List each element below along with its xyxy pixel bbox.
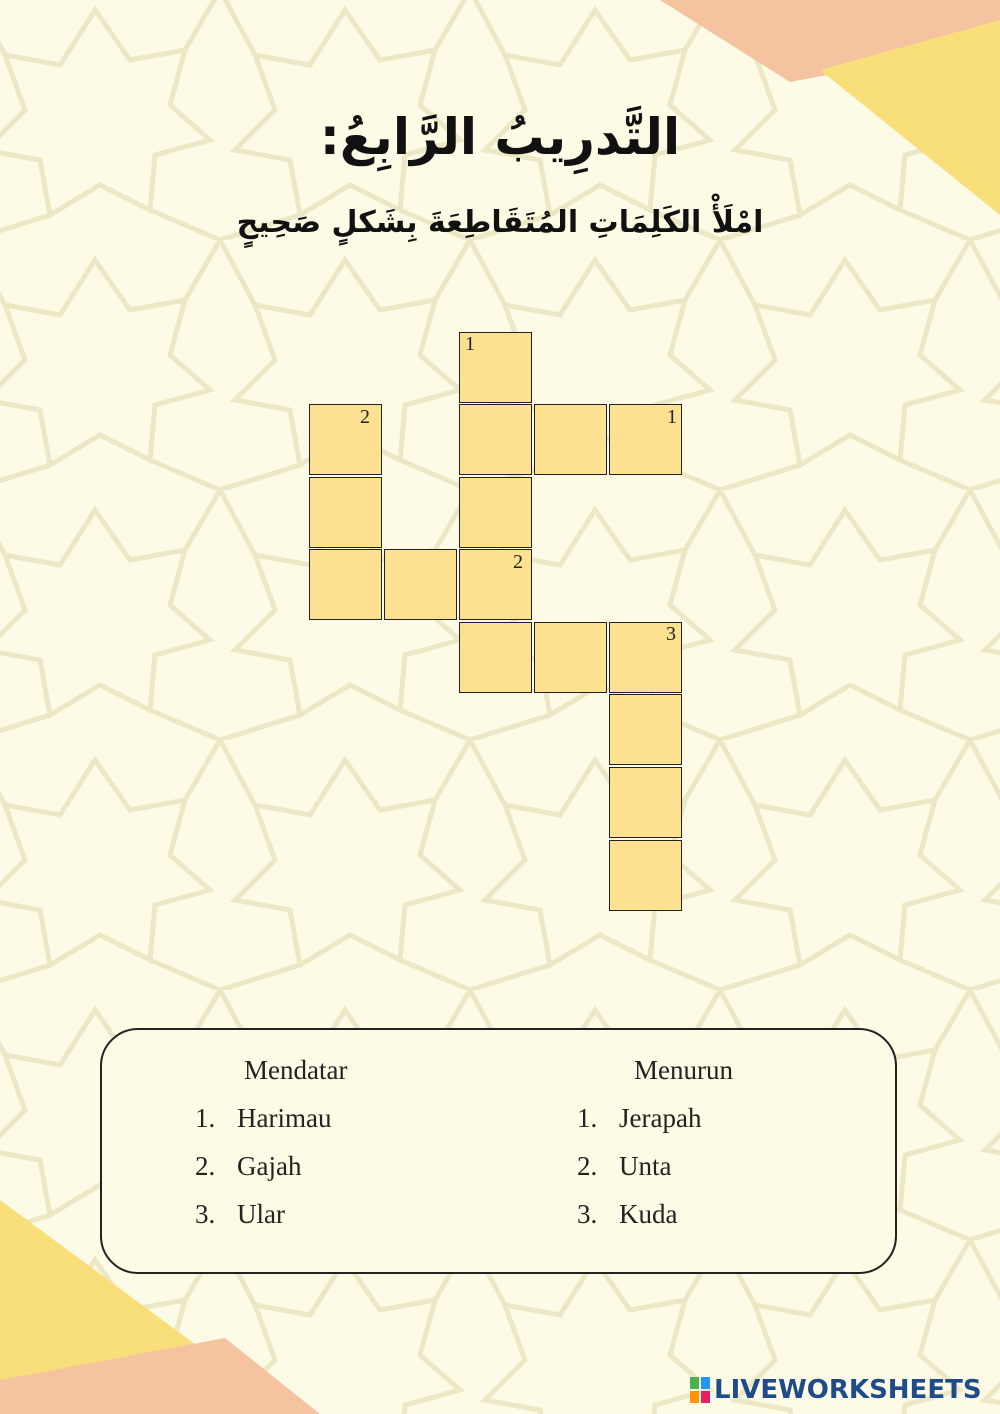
crossword-cell[interactable]	[459, 404, 532, 475]
clue-text: Harimau	[237, 1103, 332, 1133]
cell-input[interactable]	[535, 405, 606, 474]
clue-text: Jerapah	[619, 1103, 702, 1133]
cell-input[interactable]	[610, 841, 681, 910]
crossword-cell[interactable]	[309, 477, 382, 548]
clue-text: Kuda	[619, 1199, 678, 1229]
clue-number-down-1: 1	[465, 333, 475, 355]
liveworksheets-icon	[690, 1377, 710, 1403]
clue-number-down-2: 2	[360, 406, 370, 428]
clue-number-3: 3	[666, 623, 676, 645]
clue-number: 1.	[577, 1103, 598, 1133]
clue-box	[100, 1028, 897, 1274]
clue-number: 3.	[577, 1199, 598, 1229]
clue-number: 2.	[577, 1151, 598, 1181]
cell-input[interactable]	[535, 623, 606, 692]
cell-input[interactable]	[460, 478, 531, 547]
across-clue	[195, 1199, 285, 1230]
clue-number: 2.	[195, 1151, 216, 1181]
down-clue	[577, 1103, 701, 1134]
clue-number-across-1: 1	[667, 406, 677, 428]
clue-text: Gajah	[237, 1151, 302, 1181]
clue-number: 1.	[195, 1103, 216, 1133]
cell-input[interactable]	[460, 623, 531, 692]
crossword-cell[interactable]	[609, 622, 682, 693]
down-heading: Menurun	[634, 1055, 733, 1085]
crossword-cell[interactable]	[534, 622, 607, 693]
down-clue	[577, 1151, 671, 1182]
clue-number: 3.	[195, 1199, 216, 1229]
cell-input[interactable]	[310, 478, 381, 547]
crossword-cell[interactable]	[609, 840, 682, 911]
crossword-cell[interactable]	[459, 622, 532, 693]
cell-input[interactable]	[310, 550, 381, 619]
crossword-cell[interactable]	[459, 332, 532, 403]
crossword-cell[interactable]	[309, 404, 382, 475]
clue-number-across-2: 2	[513, 551, 523, 573]
crossword-cell[interactable]	[309, 549, 382, 620]
cell-input[interactable]	[610, 695, 681, 764]
across-heading: Mendatar	[244, 1055, 348, 1085]
cell-input[interactable]	[460, 550, 531, 619]
cell-input[interactable]	[610, 768, 681, 837]
crossword-cell[interactable]	[459, 477, 532, 548]
across-clue	[195, 1151, 301, 1182]
crossword-cell[interactable]	[609, 767, 682, 838]
crossword-cell[interactable]	[609, 694, 682, 765]
brand-name: LIVEWORKSHEETS	[714, 1375, 982, 1405]
cell-input[interactable]	[310, 405, 381, 474]
cell-input[interactable]	[460, 333, 531, 402]
crossword-cell[interactable]	[459, 549, 532, 620]
across-clue	[195, 1103, 331, 1134]
clue-text: Ular	[237, 1199, 285, 1229]
cell-input[interactable]	[385, 550, 456, 619]
liveworksheets-logo[interactable]	[690, 1374, 982, 1406]
page-title: التَّدرِيبُ الرَّابِعُ:	[319, 108, 681, 166]
crossword-cell[interactable]	[609, 404, 682, 475]
down-clue	[577, 1199, 677, 1230]
crossword-cell[interactable]	[534, 404, 607, 475]
clue-text: Unta	[619, 1151, 672, 1181]
crossword-cell[interactable]	[384, 549, 457, 620]
instruction-text: امْلَأْ الكَلِمَاتِ المُتَقَاطِعَةَ بِشَكلٍ صَحِيحٍ	[236, 205, 764, 240]
cell-input[interactable]	[460, 405, 531, 474]
cell-input[interactable]	[610, 623, 681, 692]
cell-input[interactable]	[610, 405, 681, 474]
